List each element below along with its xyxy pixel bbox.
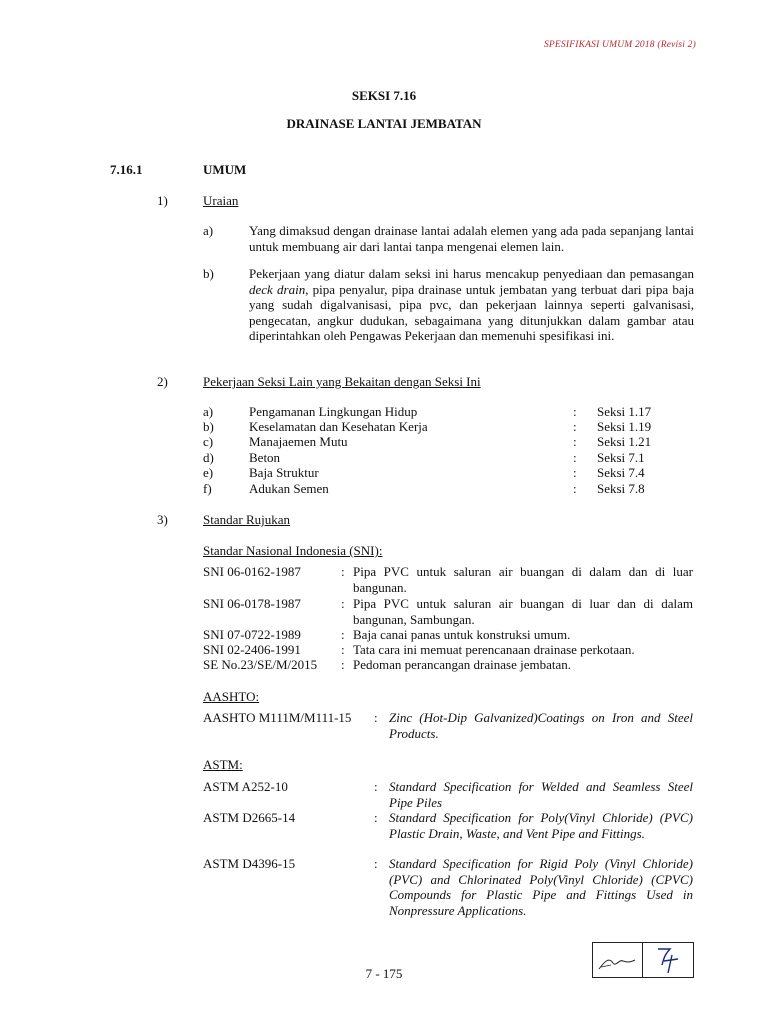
related-section-item: d) Beton : Seksi 7.1 (203, 450, 645, 465)
related-section-item: e) Baja Struktur : Seksi 7.4 (203, 465, 645, 480)
astm-reference: ASTM D4396-15 : Standard Specification for Rigid Poly (Vinyl Chloride) (PVC) and Chlorinated Poly(Vinyl Chloride) (CPVC) Compounds for Plastic Pipe and Fittings Used in Nonpressure Applications. (203, 856, 693, 918)
part3-number: 3) (157, 512, 168, 527)
subsection-number: 7.16.1 (110, 162, 143, 177)
related-section-item: f) Adukan Semen : Seksi 7.8 (203, 481, 645, 496)
part1-a-letter: a) (203, 223, 214, 238)
part3-title: Standar Rujukan (203, 512, 291, 527)
astm-reference: ASTM D2665-14 : Standard Specification for Poly(Vinyl Chloride) (PVC) Plastic Drain, Waste, and Vent Pipe and Fittings. (203, 810, 693, 841)
sni-reference: SNI 02-2406-1991 : Tata cara ini memuat perencanaan drainase perkotaan. (203, 642, 635, 657)
part1-b-text: Pekerjaan yang diatur dalam seksi ini harus mencakup penyediaan dan pemasangan deck drain, pipa penyalur, pipa drainase untuk jembatan yang terbuat dari pipa baja yang sudah digalvanisasi, pipa pvc, dan pekerjaan lainnya seperti galvanisasi, pengecatan, angkur dudukan, sebagaimana yang ditunjukkan dalam gambar atau diperintahkan oleh Pengawas Pekerjaan dan memenuhi spesifikasi ini. (249, 266, 694, 343)
section-title: DRAINASE LANTAI JEMBATAN (286, 116, 482, 131)
aashto-heading: AASHTO: (203, 689, 260, 704)
page-number: 7 - 175 (365, 966, 403, 981)
aashto-reference: AASHTO M111M/M111-15 : Zinc (Hot-Dip Galvanized)Coatings on Iron and Steel Products. (203, 710, 693, 741)
astm-reference: ASTM A252-10 : Standard Specification for Welded and Seamless Steel Pipe Piles (203, 779, 693, 810)
related-section-item: c) Manajaemen Mutu : Seksi 1.21 (203, 434, 652, 449)
part1-a-text: Yang dimaksud dengan drainase lantai adalah elemen yang ada pada sepanjang lantai untuk membuang air dari lantai tanpa mengenai elemen lain. (249, 223, 694, 254)
sni-reference: SNI 07-0722-1989 : Baja canai panas untuk konstruksi umum. (203, 627, 571, 642)
section-number: SEKSI 7.16 (351, 88, 417, 103)
subsection-title: UMUM (203, 162, 247, 177)
sni-heading: Standar Nasional Indonesia (SNI): (203, 543, 383, 558)
page-header: SPESIFIKASI UMUM 2018 (Revisi 2) (543, 40, 696, 50)
part2-number: 2) (157, 374, 168, 389)
part1-b-letter: b) (203, 266, 214, 281)
part1-number: 1) (157, 193, 168, 208)
sni-reference: SE No.23/SE/M/2015 : Pedoman perancangan drainase jembatan. (203, 657, 572, 672)
sni-reference: SNI 06-0178-1987 : Pipa PVC untuk saluran air buangan di luar dan di dalam bangunan, Sambungan. (203, 596, 693, 627)
related-section-item: b) Keselamatan dan Kesehatan Kerja : Seksi 1.19 (203, 419, 652, 434)
astm-heading: ASTM: (203, 757, 243, 772)
part2-title: Pekerjaan Seksi Lain yang Bekaitan dengan Seksi Ini (203, 374, 481, 389)
sni-reference: SNI 06-0162-1987 : Pipa PVC untuk saluran air buangan di dalam dan di luar bangunan. (203, 564, 693, 595)
part1-title: Uraian (203, 193, 239, 208)
related-section-item: a) Pengamanan Lingkungan Hidup : Seksi 1.17 (203, 404, 652, 419)
